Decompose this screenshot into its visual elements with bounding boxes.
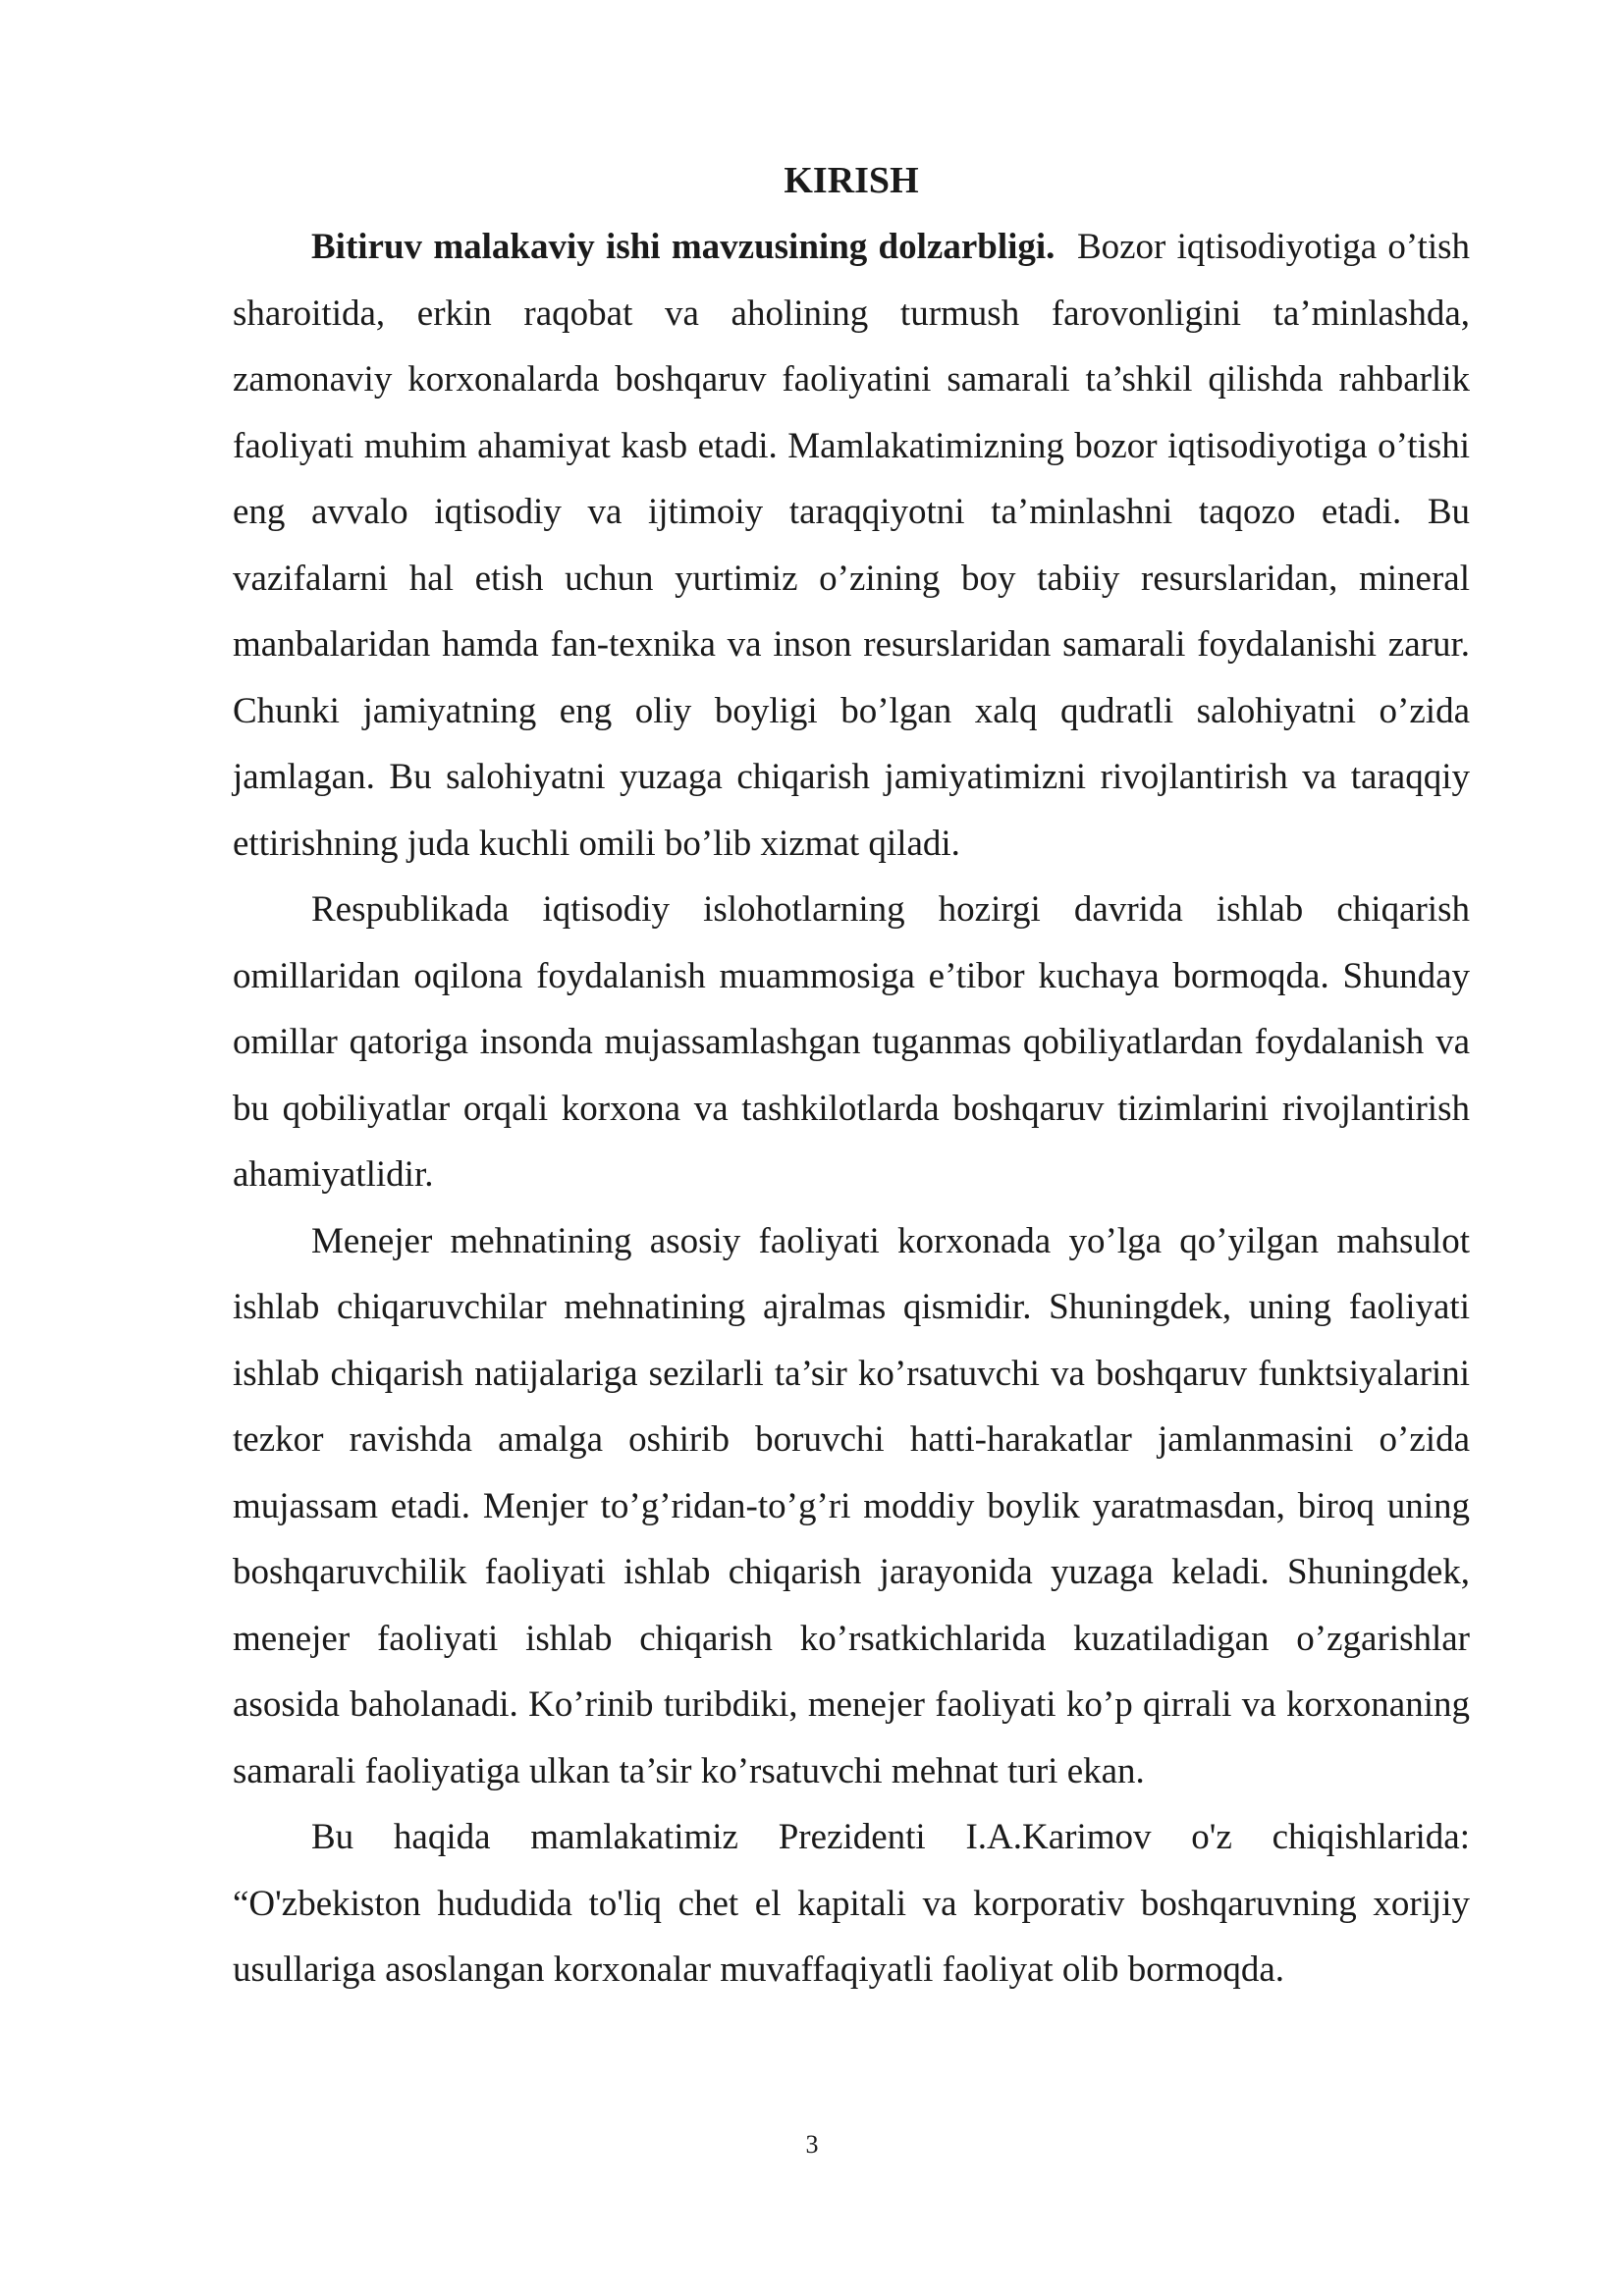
paragraph: Bu haqida mamlakatimiz Prezidenti I.A.Karimov o'z chiqishlarida: “O'zbekiston hududida to'liq chet el kapitali va korporativ boshqaruvning xorijiy usullariga asoslangan korxonalar muvaffaqiyatli faoliyat olib bormoqda. (233, 1817, 1470, 1990)
paragraph-relevance (233, 214, 1470, 877)
paragraph: Respublikada iqtisodiy islohotlarning hozirgi davrida ishlab chiqarish omillaridan oqilona foydalanish muammosiga e’tibor kuchaya bormoqda. Shunday omillar qatoriga insonda mujassamlashgan tuganmas qobiliyatlardan foydalanish va bu qobiliyatlar orqali korxona va tashkilotlarda boshqaruv tizimlarini rivojlantirish ahamiyatlidir. (233, 889, 1470, 1195)
paragraph-lead: Bitiruv malakaviy ishi mavzusining dolzarbligi. (311, 227, 1056, 267)
page-number: 3 (805, 2130, 819, 2159)
paragraph-text: Bozor iqtisodiyotiga o’tish sharoitida, erkin raqobat va aholining turmush farovonligini ta’minlashda, zamonaviy korxonalarda boshqaruv faoliyatini samarali ta’shkil qilishda rahbarlik faoliyati muhim ahamiyat kasb etadi. Mamlakatimizning bozor iqtisodiyotiga o’tishi eng avvalo iqtisodiy va ijtimoiy taraqqiyotni ta’minlashni taqozo etadi. Bu vazifalarni hal etish uchun yurtimiz o’zining boy tabiiy resurslaridan, mineral manbalaridan hamda fan-texnika va inson resurslaridan samarali foydalanishi zarur. Chunki jamiyatning eng oliy boyligi bo’lgan xalq qudratli salohiyatni o’zida jamlagan. Bu salohiyatni yuzaga chiqarish jamiyatimizni rivojlantirish va taraqqiy ettirishning juda kuchli omili bo’lib xizmat qiladi. (233, 227, 1470, 864)
document-page (233, 147, 1470, 2003)
page-title: KIRISH (784, 160, 919, 201)
paragraph: Menejer mehnatining asosiy faoliyati korxonada yo’lga qo’yilgan mahsulot ishlab chiqaruvchilar mehnatining ajralmas qismidir. Shuningdek, uning faoliyati ishlab chiqarish natijalariga sezilarli ta’sir ko’rsatuvchi va boshqaruv funktsiyalarini tezkor ravishda amalga oshirib boruvchi hatti-harakatlar jamlanmasini o’zida mujassam etadi. Menjer to’g’ridan-to’g’ri moddiy boylik yaratmasdan, biroq uning boshqaruvchilik faoliyati ishlab chiqarish jarayonida yuzaga keladi. Shuningdek, menejer faoliyati ishlab chiqarish ko’rsatkichlarida kuzatiladigan o’zgarishlar asosida baholanadi. Ko’rinib turibdiki, menejer faoliyati ko’p qirrali va korxonaning samarali faoliyatiga ulkan ta’sir ko’rsatuvchi mehnat turi ekan. (233, 1220, 1470, 1791)
